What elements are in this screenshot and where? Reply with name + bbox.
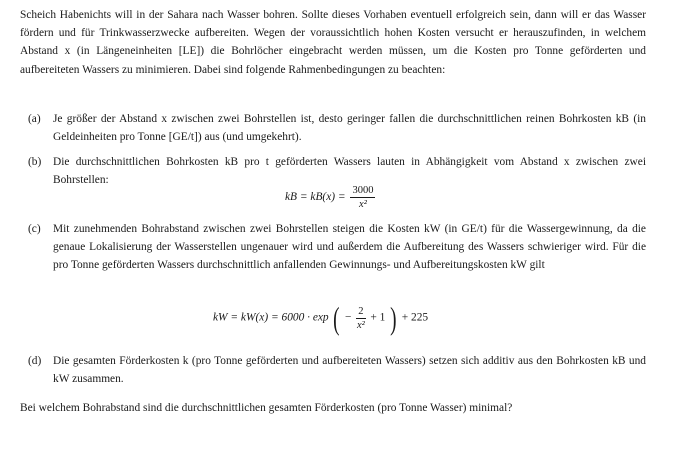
item-text: Je größer der Abstand x zwischen zwei Bohrstellen ist, desto geringer fallen die durchschnittlichen reinen Bohrkosten kB (in Geldeinheiten pro Tonne [GE/t]) aus (und umgekehrt). — [53, 113, 646, 144]
list-item-a — [28, 110, 646, 146]
fraction — [350, 184, 375, 211]
fraction — [356, 305, 365, 332]
item-text: Mit zunehmenden Bohrabstand zwischen zwei Bohrstellen steigen die Kosten kW (in GE/t) für die Wassergewinnung, da die genaue Lokalisierung der Wasserstellen ungenauer wird und außerdem die Aufbereitung des Wassers schwieriger wird. Für die pro Tonne geförderten Wassers durchschnittlich anfallenden Gewinnungs- und Aufbereitungskosten kW gilt — [53, 223, 646, 272]
fraction-denominator: x² — [359, 199, 367, 210]
intro-paragraph: Scheich Habenichts will in der Sahara nach Wasser bohren. Sollte dieses Vorhaben eventuell erfolgreich sein, dann will er das Wasser fördern und für Trinkwasserzwecke aufbereiten. Wegen der voraussichtlich hohen Kosten versucht er herauszufinden, in welchem Abstand x (in Längeneinheiten [LE]) die Bohrlöcher eingebracht werden müssen, um die Kosten pro Tonne geförderten und aufbereiteten Wassers zu minimieren. Dabei sind folgende Rahmenbedingungen zu beachten: — [20, 9, 646, 76]
item-label: (d) — [28, 355, 42, 367]
plus-one: + 1 — [370, 311, 386, 324]
right-paren: ) — [390, 300, 397, 336]
formula-lhs: kW = kW(x) = 6000 · exp — [213, 311, 329, 324]
item-text: Die durchschnittlichen Bohrkosten kB pro t geförderten Wassers lauten in Abhängigkeit vom Abstand x zwischen zwei Bohrstellen: — [53, 156, 646, 187]
item-label: (a) — [28, 113, 41, 125]
formula-lhs: kB = kB(x) = — [285, 191, 346, 204]
formula-tail: + 225 — [401, 311, 429, 324]
question-paragraph: Bei welchem Bohrabstand sind die durchschnittlichen gesamten Förderkosten (pro Tonne Wasser) minimal? — [20, 402, 513, 414]
list-item-c — [28, 220, 646, 275]
item-label: (b) — [28, 156, 42, 168]
item-text: Die gesamten Förderkosten k (pro Tonne geförderten und aufbereiteten Wassers) setzen sich additiv aus den Bohrkosten kB und kW zusammen. — [53, 355, 646, 386]
formula-kb — [285, 184, 377, 211]
left-paren: ( — [333, 300, 341, 336]
fraction-numerator: 3000 — [352, 185, 374, 196]
minus-sign: − — [345, 311, 352, 324]
item-label: (c) — [28, 223, 41, 235]
fraction-denominator: x² — [357, 319, 365, 331]
fraction-numerator: 2 — [358, 305, 364, 317]
list-item-d — [28, 352, 646, 388]
formula-kw — [213, 302, 428, 334]
